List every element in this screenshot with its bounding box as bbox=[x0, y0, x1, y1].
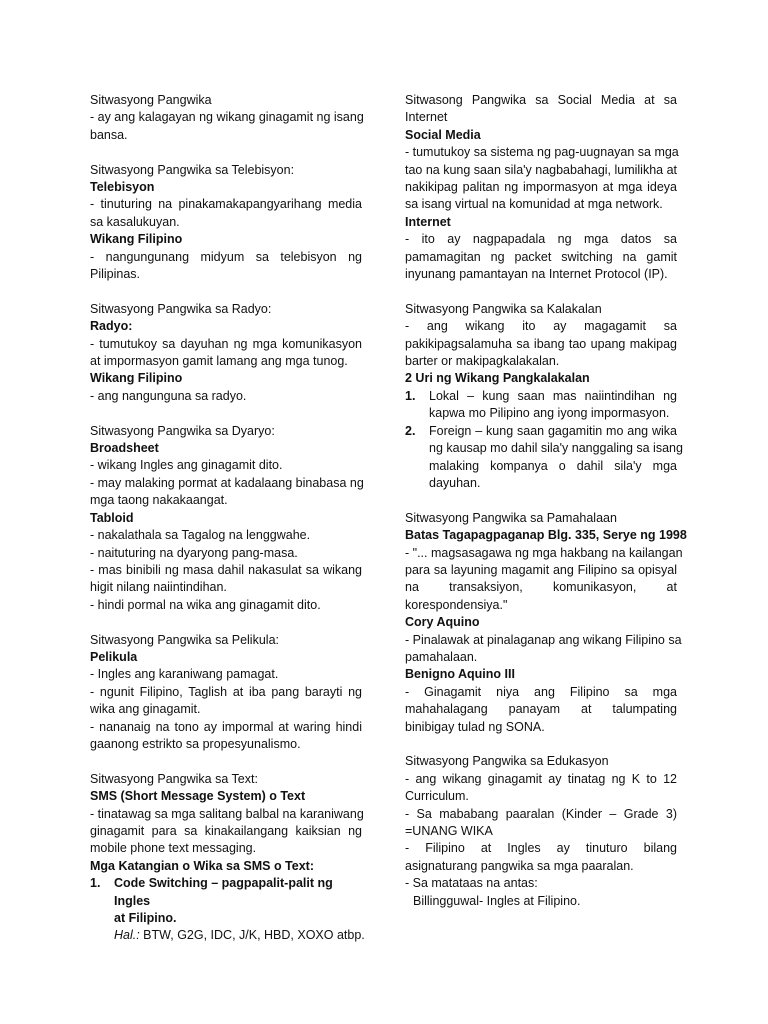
example-line bbox=[90, 927, 365, 944]
subheading: SMS (Short Message System) o Text bbox=[90, 789, 306, 804]
text-line: barter or makipagkalakalan. bbox=[405, 354, 560, 369]
text-line: mobile phone text messaging. bbox=[90, 841, 257, 856]
text-line: - ang wikang ginagamit ay tinatag ng K to 12 bbox=[405, 771, 677, 786]
text-line: Curriculum. bbox=[405, 789, 469, 804]
subheading: Pelikula bbox=[90, 649, 138, 664]
list-number: 2. bbox=[405, 423, 416, 438]
text-line: - Sa mababang paaralan (Kinder – Grade 3) bbox=[405, 806, 677, 821]
subheading: Internet bbox=[405, 214, 451, 229]
list-number: 1. bbox=[90, 876, 101, 891]
section-title: Sitwasyong Pangwika sa Edukasyon bbox=[405, 754, 609, 769]
text-line: para sa layuning magamit ang Filipino sa opisyal bbox=[405, 562, 677, 577]
section-title: Sitwasyong Pangwika sa Text: bbox=[90, 771, 258, 786]
text-line: - nananaig na tono ay impormal at waring hindi bbox=[90, 719, 362, 734]
list-item bbox=[405, 388, 677, 405]
text-line: - tinuturing na pinakamakapangyarihang media bbox=[90, 197, 362, 212]
text-line: - tumutukoy sa dayuhan ng mga komunikasyon bbox=[90, 336, 362, 351]
subheading: Benigno Aquino III bbox=[405, 667, 515, 682]
text-line: kapwa mo Pilipino ang iyong impormasyon. bbox=[429, 406, 670, 421]
text-line: pamahalaan. bbox=[405, 649, 478, 664]
text-line: at impormasyon gamit lamang ang mga tunog. bbox=[90, 354, 348, 369]
list-text: Lokal – kung saan mas naiintindihan ng bbox=[429, 388, 677, 403]
text-line: - "... magsasagawa ng mga hakbang na kailangan bbox=[405, 545, 683, 560]
text-line: binibigay tulad ng SONA. bbox=[405, 719, 545, 734]
text-line: sa isang virtual na komunidad at mga network. bbox=[405, 197, 663, 212]
text-line: - nakalathala sa Tagalog na lenggwahe. bbox=[90, 528, 311, 543]
text-line: korespondensiya." bbox=[405, 597, 508, 612]
section-title: Sitwasyong Pangwika bbox=[90, 93, 212, 107]
section-title: Sitwasyong Pangwika sa Radyo: bbox=[90, 301, 272, 316]
section-title: Sitwasyong Pangwika sa Kalakalan bbox=[405, 301, 602, 316]
subheading: Social Media bbox=[405, 127, 481, 142]
text-line: ginagamit para sa kinakailangang kaiksian ng bbox=[90, 823, 362, 838]
list-item bbox=[405, 423, 677, 440]
text-line: - ito ay nagpapadala ng mga datos sa bbox=[405, 232, 677, 247]
subheading: Broadsheet bbox=[90, 441, 159, 456]
text-line: - Sa matataas na antas: bbox=[405, 876, 538, 891]
text-line: dayuhan. bbox=[429, 475, 481, 490]
text-line: - nangungunang midyum sa telebisyon ng bbox=[90, 249, 362, 264]
list-text: Code Switching – pagpapalit-palit ng Ingles bbox=[114, 876, 333, 908]
subheading: Telebisyon bbox=[90, 180, 155, 195]
subheading: Cory Aquino bbox=[405, 615, 480, 630]
section-title: Sitwasyong Pangwika sa Dyaryo: bbox=[90, 423, 275, 438]
text-line: pakikipagsalamuha sa ibang tao upang makipag bbox=[405, 336, 677, 351]
text-line: =UNANG WIKA bbox=[405, 824, 493, 839]
section-title: Sitwasyong Pangwika sa Pamahalaan bbox=[405, 510, 617, 525]
text-line: - naituturing na dyaryong pang-masa. bbox=[90, 545, 298, 560]
subheading: 2 Uri ng Wikang Pangkalakalan bbox=[405, 371, 590, 386]
text-line: at Filipino. bbox=[114, 911, 177, 926]
section-title: Sitwasyong Pangwika sa Telebisyon: bbox=[90, 162, 295, 177]
text-line: - may malaking pormat at kadalaang binabasa ng bbox=[90, 475, 364, 490]
text-line: ng kausap mo dahil sila'y nanggaling sa isang bbox=[429, 441, 683, 456]
text-line: - Ginagamit niya ang Filipino sa mga bbox=[405, 684, 677, 699]
subheading: Wikang Filipino bbox=[90, 371, 183, 386]
right-column bbox=[405, 92, 687, 910]
text-line: - wikang Ingles ang ginagamit dito. bbox=[90, 458, 283, 473]
text-line: - tumutukoy sa sistema ng pag-uugnayan sa mga bbox=[405, 145, 679, 160]
left-column bbox=[90, 92, 365, 945]
example-label: Hal.: bbox=[114, 928, 140, 943]
text-line: - Pinalawak at pinalaganap ang wikang Filipino sa bbox=[405, 632, 682, 647]
text-line: sa kasalukuyan. bbox=[90, 214, 180, 229]
section-title: Sitwasong Pangwika sa Social Media at sa bbox=[405, 93, 677, 107]
text-line: - mas binibili ng masa dahil nakasulat sa wikang bbox=[90, 562, 362, 577]
subheading: Batas Tagapagpaganap Blg. 335, Serye ng 1998 bbox=[405, 528, 687, 543]
text-line: wika ang ginagamit. bbox=[90, 702, 201, 717]
section-title: Sitwasyong Pangwika sa Pelikula: bbox=[90, 632, 279, 647]
list-text: Foreign – kung saan gagamitin mo ang wika bbox=[429, 423, 677, 438]
text-line: na transaksiyon, komunikasyon, at bbox=[405, 580, 677, 595]
text-line: pamamagitan ng packet switching na gamit bbox=[405, 249, 677, 264]
subheading: Tabloid bbox=[90, 510, 134, 525]
text-line: mahahalagang panayam at talumpating bbox=[405, 702, 677, 717]
text-line: Billingguwal- Ingles at Filipino. bbox=[413, 893, 581, 908]
list-number: 1. bbox=[405, 388, 416, 403]
section-title: Internet bbox=[405, 110, 448, 125]
text-line: - ang wikang ito ay magagamit sa bbox=[405, 319, 677, 334]
example-text: BTW, G2G, IDC, J/K, HBD, XOXO atbp. bbox=[139, 928, 365, 943]
text-line: tao na kung saan sila'y nagbabahagi, lumilikha at bbox=[405, 162, 678, 177]
text-line: gaanong estrikto sa propesyunalismo. bbox=[90, 736, 301, 751]
text-line: - hindi pormal na wika ang ginagamit dito. bbox=[90, 597, 321, 612]
text-line: higit nilang naiintindihan. bbox=[90, 580, 227, 595]
text-line: asignaturang pangwika sa mga paaralan. bbox=[405, 858, 634, 873]
list-item bbox=[90, 875, 362, 910]
text-line: nakikipag palitan ng impormasyon at mga ideya bbox=[405, 180, 677, 195]
text-line: mga taong nakakaangat. bbox=[90, 493, 228, 508]
text-line: malaking kompanya o dahil sila'y mga bbox=[429, 458, 677, 473]
text-line: - Ingles ang karaniwang pamagat. bbox=[90, 667, 279, 682]
text-line: Pilipinas. bbox=[90, 267, 141, 282]
subheading: Radyo: bbox=[90, 319, 133, 334]
text-line: - ay ang kalagayan ng wikang ginagamit ng isang bbox=[90, 110, 364, 125]
text-line: - Filipino at Ingles ay tinuturo bilang bbox=[405, 841, 677, 856]
subheading: Wikang Filipino bbox=[90, 232, 183, 247]
text-line: - ang nangunguna sa radyo. bbox=[90, 388, 247, 403]
text-line: - ngunit Filipino, Taglish at iba pang barayti ng bbox=[90, 684, 362, 699]
text-line: inyunang pamantayan na Internet Protocol (IP). bbox=[405, 267, 668, 282]
subheading: Mga Katangian o Wika sa SMS o Text: bbox=[90, 858, 314, 873]
text-line: - tinatawag sa mga salitang balbal na karaniwang bbox=[90, 806, 364, 821]
text-line: bansa. bbox=[90, 127, 128, 142]
